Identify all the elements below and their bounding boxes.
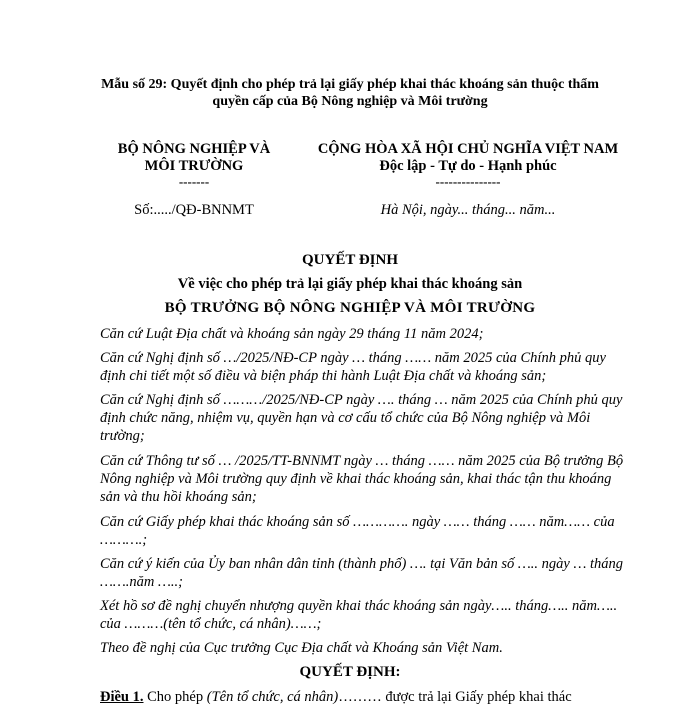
decision-title: QUYẾT ĐỊNH — [302, 252, 398, 268]
article-1-text-b: ……… được trả lại Giấy phép khai thác — [338, 689, 572, 705]
article-1-placeholder: (Tên tổ chức, cá nhân) — [206, 689, 339, 705]
decision-issuer: BỘ TRƯỞNG BỘ NÔNG NGHIỆP VÀ MÔI TRƯỜNG — [164, 300, 536, 316]
place-and-date: Hà Nội, ngày... tháng... năm... — [380, 202, 556, 218]
proposal-basis: Theo đề nghị của Cục trưởng Cục Địa chất và Khoáng sản Việt Nam. — [100, 640, 503, 656]
decides-heading: QUYẾT ĐỊNH: — [299, 664, 401, 680]
article-1-text-a: Cho phép — [143, 689, 207, 705]
legal-basis-3: Căn cứ Nghị định số ………/2025/NĐ-CP ngày …. tháng … năm 2025 của Chính phủ quy định chức năng, nhiệm vụ, quyền hạn và cơ cấu tổ chức của Bộ Nông nghiệp và Môi trường; — [100, 392, 623, 444]
agency-separator: ------- — [178, 174, 210, 189]
national-header — [292, 141, 644, 188]
legal-basis-1: Căn cứ Luật Địa chất và khoáng sản ngày 29 tháng 11 năm 2024; — [100, 326, 484, 342]
motto-separator: --------------- — [435, 174, 501, 189]
legal-basis-5: Căn cứ Giấy phép khai thác khoáng sản số …………. ngày …… tháng …… năm…… của ……….; — [100, 514, 615, 548]
legal-basis-6: Căn cứ ý kiến của Ủy ban nhân dân tỉnh (thành phố) …. tại Văn bản số ….. ngày … tháng …….năm …..; — [100, 556, 624, 590]
consideration: Xét hồ sơ đề nghị chuyển nhượng quyền khai thác khoáng sản ngày….. tháng….. năm….. của ………(tên tổ chức, cá nhân)……; — [100, 598, 618, 632]
agency-header — [106, 141, 282, 188]
legal-basis-4: Căn cứ Thông tư số … /2025/TT-BNNMT ngày … tháng …… năm 2025 của Bộ trưởng Bộ Nông nghiệp và Môi trường quy định về khai thác khoáng sản, khai thác tận thu khoáng sản và thu hồi khoáng sản; — [100, 453, 624, 505]
country-name: CỘNG HÒA XÃ HỘI CHỦ NGHĨA VIỆT NAM — [317, 141, 619, 157]
document-number: Số:...../QĐ-BNNMT — [134, 202, 254, 218]
article-1-label: Điều 1. — [100, 689, 144, 705]
legal-basis-2: Căn cứ Nghị định số …/2025/NĐ-CP ngày … tháng …… năm 2025 của Chính phủ quy định chi tiết một số điều và biện pháp thi hành Luật Địa chất và khoáng sản; — [100, 350, 606, 384]
article-1 — [100, 688, 635, 706]
agency-name-line1: BỘ NÔNG NGHIỆP VÀ — [117, 141, 271, 157]
decision-subject: Về việc cho phép trả lại giấy phép khai thác khoáng sản — [177, 276, 523, 292]
national-motto: Độc lập - Tự do - Hạnh phúc — [379, 158, 557, 174]
form-title: Mẫu số 29: Quyết định cho phép trả lại giấy phép khai thác khoáng sản thuộc thẩm quyền cấp của Bộ Nông nghiệp và Môi trường — [101, 77, 599, 109]
agency-name-line2: MÔI TRƯỜNG — [144, 158, 244, 174]
